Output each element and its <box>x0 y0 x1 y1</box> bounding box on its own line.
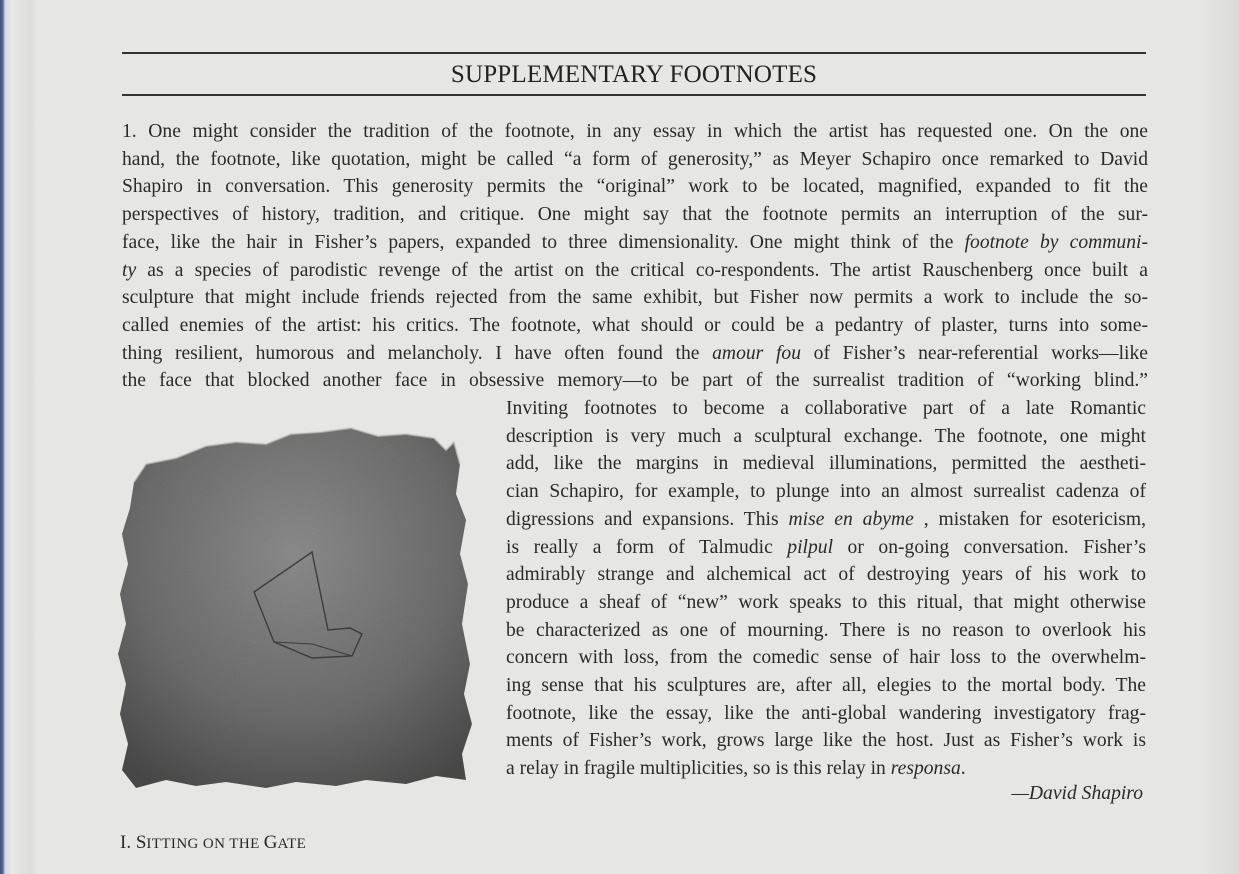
column-line: concern with loss, from the comedic sense of hair loss to the overwhelm- <box>506 647 1146 669</box>
column-line: produce a sheaf of “new” work speaks to this ritual, that might otherwise <box>506 591 1146 613</box>
paper-surface <box>118 428 472 788</box>
page-shade <box>1199 0 1239 874</box>
footnote-paragraph <box>122 118 1148 395</box>
footnote-line: perspectives of history, tradition, and critique. One might say that the footnote permits an interruption of the sur- <box>122 204 1148 226</box>
handmade-paper-artwork-image <box>116 424 478 790</box>
column-line: Inviting footnotes to become a collaborative part of a late Romantic <box>506 398 1146 419</box>
footnote-line: 1. One might consider the tradition of the footnote, in any essay in which the artist has requested one. On the one <box>122 121 1148 142</box>
column-line: ments of Fisher’s work, grows large like the host. Just as Fisher’s work is <box>506 730 1146 752</box>
footnote-line: hand, the footnote, like quotation, might be called “a form of generosity,” as Meyer Schapiro once remarked to David <box>122 148 1148 170</box>
section-header <box>122 52 1146 96</box>
column-line: digressions and expansions. This mise en abyme , mistaken for esotericism, <box>506 508 1146 530</box>
footnote-line: sculpture that might include friends rejected from the same exhibit, but Fisher now permits a work to include the so- <box>122 287 1148 309</box>
column-line: add, like the margins in medieval illuminations, permitted the aestheti- <box>506 453 1146 475</box>
footnote-line: Shapiro in conversation. This generosity permits the “original” work to be located, magnified, expanded to fit the <box>122 176 1148 198</box>
footnote-line: thing resilient, humorous and melancholy. I have often found the amour fou of Fisher’s near-referential works—like <box>122 342 1148 364</box>
author-signature: —David Shapiro <box>1011 783 1143 804</box>
column-line: cian Schapiro, for example, to plunge into an almost surrealist cadenza of <box>506 481 1146 503</box>
column-line: footnote, like the essay, like the anti-global wandering investigatory frag- <box>506 702 1146 724</box>
footnote-column <box>506 395 1146 783</box>
column-line: be characterized as one of mourning. There is no reason to overlook his <box>506 619 1146 641</box>
section-title: SUPPLEMENTARY FOOTNOTES <box>450 61 818 88</box>
column-line: admirably strange and alchemical act of destroying years of his work to <box>506 564 1146 586</box>
column-line: is really a form of Talmudic pilpul or on-going conversation. Fisher’s <box>506 536 1146 558</box>
column-line: description is very much a sculptural exchange. The footnote, one might <box>506 425 1146 447</box>
footnote-line: face, like the hair in Fisher’s papers, expanded to three dimensionality. One might think of the footnote by communi- <box>122 231 1148 253</box>
footnote-line: called enemies of the artist: his critics. The footnote, what should or could be a pedantry of plaster, turns into some- <box>122 314 1148 336</box>
footnote-line: ty as a species of parodistic revenge of the artist on the critical co-respondents. The artist Rauschenberg once built a <box>122 259 1148 281</box>
column-line: ing sense that his sculptures are, after all, elegies to the mortal body. The <box>506 675 1146 697</box>
footnote-line: the face that blocked another face in obsessive memory—to be part of the surrealist tradition of “working blind.” <box>122 370 1148 392</box>
running-footer: I. SITTING ON THE GATE <box>120 832 307 853</box>
book-spine <box>0 0 36 874</box>
column-line: a relay in fragile multiplicities, so is this relay in responsa. <box>506 758 966 780</box>
